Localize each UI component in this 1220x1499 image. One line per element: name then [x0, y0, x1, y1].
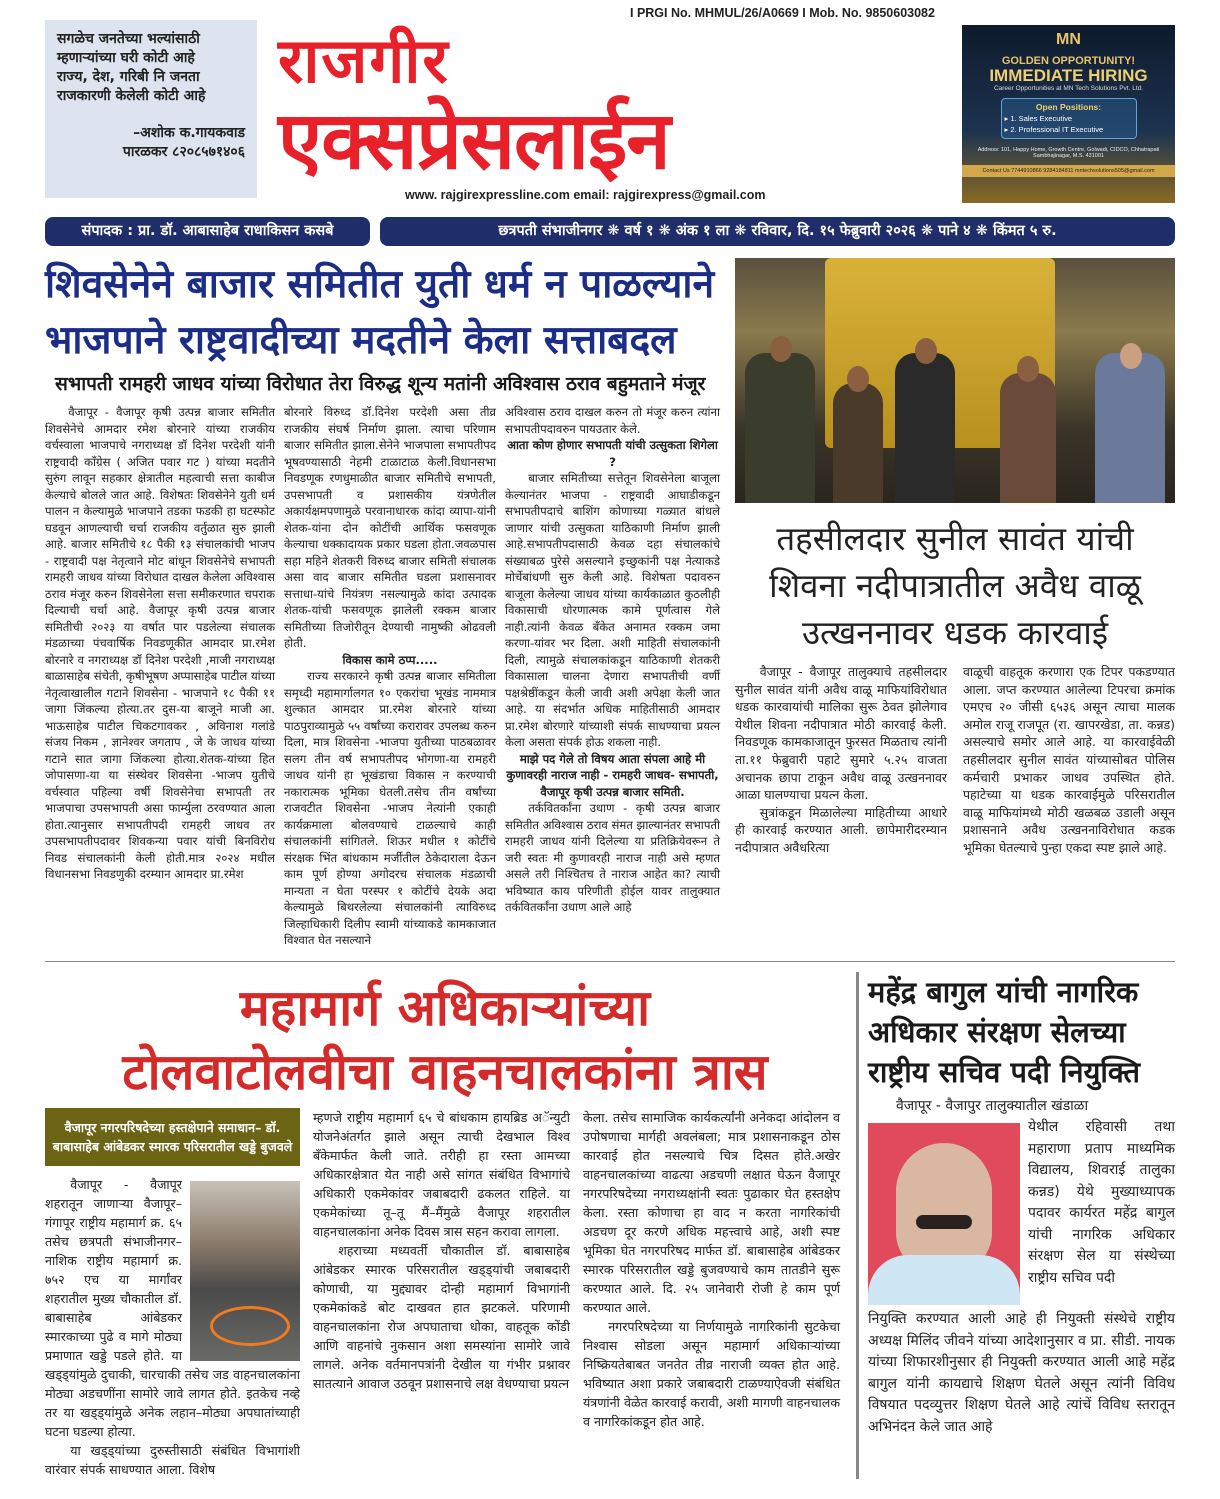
ad-address: Address: 101, Happy Home, Growth Centre, Golwadi, CIDCO, Chhatrapati Sambhajinagar, M.S. 431001 — [977, 147, 1160, 159]
column-divider — [856, 972, 859, 1479]
pothole-highlight — [210, 1306, 290, 1346]
article1-headline-line1: शिवसेनेने बाजार समितीत युती धर्म न पाळल्याने — [45, 262, 715, 307]
quote-author: –अशोक क.गायकवाड — [133, 125, 245, 141]
website-email[interactable]: www. rajgirexpressline.com email: rajgirexpress@gmail.com — [405, 188, 766, 202]
article1-column3 — [505, 404, 720, 949]
ad-position: ▸ 2. Professional IT Executive — [1004, 125, 1104, 134]
paragraph: म्हणजे राष्ट्रीय महामार्ग ६५ चे बांधकाम हायब्रिड अॅन्युटी योजनेअंतर्गत झाले असून त्याची देखभाल विश्व बँकेमार्फत केली जाते. तरीही हा रस्ता आमच्या अधिकारक्षेत्रात येत नाही असे सांगत संबंधित विभागांचे अधिकारी एकमेकांवर जबाबदारी ढकलत राहिले. या एकमेकांच्या तू–तू मैं–मैंमुळे वैजापूर शहरातील वाहनचालकांना अनेक दिवस त्रास सहन करावा लागला. — [313, 1109, 570, 1239]
ad-tagline: Career Opportunities at MN Tech Solutions Pvt. Ltd. — [993, 85, 1144, 92]
article1-column1 — [45, 404, 275, 949]
paragraph: वैजापूर - वैजापूर तालुक्याचे तहसीलदार सुनील सावंत यांनी अवैध वाळू माफियांविरोधात धडक कारवायांची मालिका सुरू ठेवत झोलेगाव येथील शिवना नदीपात्रात मोठी कारवाई केली. निवडणूक कामकाजातून फुरसत मिळताच त्यांनी ता.११ फेब्रुवारी पहाटे सुमारे ५.२५ वाजता अचानक छापा टाकून अवैध वाळू उत्खननावर आळा घालण्याचा प्रयत्न केला. — [735, 664, 947, 803]
paragraph: केला. तसेच सामाजिक कार्यकर्त्यांनी अनेकदा आंदोलन व उपोषणाचा मार्गही अवलंबला; मात्र प्रशासनाकडून ठोस कारवाई होत नसल्याचे चित्र दिसत होते.अखेर वाहनचालकांच्या वाढत्या अडचणी लक्षात घेऊन वैजापूर नगरपरिषदेच्या नगराध्यक्षांनी स्वतः पुढाकार घेत हस्तक्षेप केला. रस्ता कोणाचा हा वाद न करता नागरिकांची अडचण दूर करणे अधिक महत्त्वाचे आहे, अशी स्पष्ट भूमिका घेत नगरपरिषद मार्फत डॉ. बाबासाहेब आंबेडकर स्मारक परिसरातील खड्डे बुजवण्याचे काम तातडीने सुरू करण्यात आले. दि. २५ जानेवारी रोजी हे काम पूर्ण करण्यात आले. — [583, 1109, 840, 1315]
masthead — [0, 0, 1220, 256]
editor-bar: संपादक : प्रा. डॉ. आबासाहेब राधाकिसन कसबे — [45, 217, 370, 246]
article2-column2 — [963, 663, 1175, 857]
article1-column2 — [284, 404, 496, 949]
quote-box — [45, 20, 257, 198]
article1-headline-line2: भाजपाने राष्ट्रवादीच्या मदतीने केला सत्ताबदल — [45, 318, 677, 363]
paragraph: वैजापूर - वैजापूर शहरातून जाणाऱ्या वैजापूर–गंगापूर राष्ट्रीय महामार्ग क्र. ६५ तसेच छत्रपती संभाजीनगर–नाशिक राष्ट्रीय महामार्ग क्र. ७५२ एच या मार्गांवर शहरातील मुख्य चौकातील डॉ. बाबासाहेब आंबेडकर स्मारकाच्या पुढे व मागे मोठ्या प्रमाणात खड्डे पडले होते. या खड्ड्यांमुळे दुचाकी, चारचाकी तसेच जड वाहनचालकांना मोठ्या अडचणींना सामोरे जावे लागत होते. इतकेच नव्हे तर या खड्ड्यांमुळे अनेक लहान–मोठ्या अपघातांच्याही घटना घडल्या होत्या. — [45, 1176, 300, 1439]
ad-positions — [1001, 98, 1137, 139]
article3-headline-line2: टोलवाटोलवीचा वाहनचालकांना त्रास — [122, 1042, 768, 1101]
article4-body: नियुक्ति करण्यात आली आहे ही नियुक्ती संस्थेचे राष्ट्रीय अध्यक्ष मिलिंद जीवने यांच्या आदेशानुसार व प्रा. सीडी. नायक यांच्या शिफारशीनुसार ही नियुक्ती करण्यात आली आहे महेंद्र बागुल यांनी कायद्याचे शिक्षण घेतले असून त्यांनी विविध विषयात पदव्युत्तर शिक्षण घेतले आहे त्यांचें विविध स्तरातून अभिनंदन केले जात आहे — [868, 1311, 1175, 1435]
article1-columns — [45, 404, 720, 949]
ad-position: ▸ 1. Sales Executive — [1004, 114, 1073, 123]
quote-line: राज्य, देश, गरिबी नि जनता — [57, 69, 200, 85]
article3 — [45, 962, 845, 1479]
ad-logo: MN — [1056, 31, 1081, 48]
bottom-section — [0, 962, 1220, 1479]
quote-line: म्हणाऱ्यांच्या घरी कोटी आहे — [57, 50, 195, 66]
article2-headline-line2: शिवना नदीपात्रातील अवैध वाळू — [769, 566, 1141, 605]
registration-info: I PRGI No. MHMUL/26/A0669 I Mob. No. 9850603082 — [630, 6, 935, 20]
paragraph: राज्य सरकारने कृषी उत्पन्न बाजार समितीला समृध्दी महामार्गालगत १० एकरांचा भूखंड नाममात्र शुल्कात आमदार प्रा.रमेश बोरनारे यांच्या पाठपुराव्यामुळे ५५ वर्षांच्या करारावर उपलब्ध करुन दिला, मात्र शिवसेना -भाजपा युतीच्या पाठबळावर सलग तीन वर्ष सभापतीपद भोगणा-या रामहरी जाधव यांनी हा भूखंडाचा विकास न करण्याची नकारात्मक भूमिका घेतली.तसेच तीन वर्षांच्या राजवटीत शिवसेना -भाजप नेत्यांनी एकाही कार्यक्रमाला बोलवण्याचे टाळल्याचे काही संचालकांनी सांगितले. शिऊर मधील १ कोटींचे संरक्षक भिंत बांधकाम मर्जीतील ठेकेदाराला देऊन काम पूर्ण होण्या अगोदरच संचालक मंडळाची मान्यता न घेता परस्पर १ कोटींचे देयके अदा केल्यामुळे बिथरलेल्या संचालकांनी त्याविरुध्द जिल्हाधिकारी दिलीप स्वामी यांच्याकडे कामकाजात विश्वात घेत नसल्याने — [284, 669, 496, 947]
paragraph: तर्कवितर्कांना उधाण - कृषी उत्पन्न बाजार समितीत अविश्वास ठराव संमत झाल्यानंतर सभापती रामहरी जाधव यांनी दिलेल्या या प्रतिक्रियेवरून ते जरी स्वतः मी कुणावरही नाराज नाही असे म्हणत असले तरी निश्चितच ते नाराज आहेत का? त्याची भविष्यात काय परिणीती होईल यावर तालुक्यात तर्कवितर्कांना उधाण आले आहे — [505, 801, 721, 914]
hiring-advertisement[interactable] — [962, 25, 1175, 203]
article4 — [868, 962, 1175, 1479]
masthead-title-line2: एक्सप्रेसलाईन — [278, 94, 670, 187]
article1-subheadline: सभापती रामहरी जाधव यांच्या विरोधात तेरा विरुद्ध शून्य मतांनी अविश्वास ठराव बहुमताने मंजूर — [55, 373, 706, 395]
paragraph: या खड्ड्यांच्या दुरुस्तीसाठी संबंधित विभागांशी वारंवार संपर्क साधण्यात आला. विशेष — [45, 1442, 300, 1477]
section-heading: विकास कामे ठप्प..... — [342, 652, 438, 667]
article2 — [735, 256, 1175, 857]
paragraph: शहराच्या मध्यवर्ती चौकातील डॉ. बाबासाहेब आंबेडकर स्मारक परिसरातील खड्ड्यांची जबाबदारी कोणाची, या मुद्द्यावर दोन्ही महामार्ग विभागांनी एकमेकांकडे बोट दाखवत हात झटकले. परिणामी वाहनचालकांना रोज अपघाताचा धोका, वाहतूक कोंडी आणि वाहनांचे नुकसान अशा समस्यांना सामोरे जावे लागले. अनेक वर्तमानपत्रांनी देखील या गंभीर प्रश्नावर सातत्याने आवाज उठवून प्रशासनाचे लक्ष वेधण्याचा प्रयत्न — [313, 1242, 570, 1391]
paragraph: सुत्रांकडून मिळालेल्या माहितीच्या आधारे ही कारवाई करण्यात आली. छापेमारीदरम्यान नदीपात्रात अवैधरित्या — [735, 804, 947, 855]
article3-columns — [45, 1108, 845, 1479]
group-photo-with-truck — [735, 258, 1175, 503]
paragraph: अविश्वास ठराव दाखल करुन तो मंजूर करुन त्यांना सभापतीपदावरुन पायउतार केले. — [505, 405, 720, 436]
portrait-photo — [868, 1123, 1020, 1305]
article4-lead: वैजापूर - वैजापुर तालुक्यातील खंडाळा — [896, 1097, 1089, 1114]
ad-positions-title: Open Positions: — [1035, 102, 1102, 112]
pull-quote: माझे पद गेले तो विषय आता संपला आहे मी कुणावरही नाराज नाही - रामहरी जाधव- सभापती, वैजापूर कृषी उत्पन्न बाजार समिती. — [506, 751, 719, 799]
ad-headline1: GOLDEN OPPORTUNITY! — [1001, 55, 1136, 67]
top-section — [0, 256, 1220, 949]
masthead-title-line1: राजगीर — [278, 24, 450, 97]
paragraph: बोरनारे विरुध्द डॉ.दिनेश परदेशी असा तीव्र राजकीय संघर्ष निर्माण झाला. त्याचा परिणाम बाजार समितीत झाला.सेनेने भाजपाला सभापतीपद भूषवण्यासाठी नेहमी टाळाटाळ केली.विधानसभा निवडणूक रणधुमाळीत बाजार समितीचे सभापती, उपसभापती व प्रशासकीय यंत्रणेतील अकार्यक्षमपणामुळे परवानाधारक कांदा व्यापा-यांनी शेतक-यांना दोन कोटींची आर्थिक फसवणूक केल्याचा धक्कादायक प्रकार घडला होता.जवळपास सहा महिने शेतकरी विरुध्द बाजार समिती संचालक असा वाद बाजार समितीत घडला प्रशासनावर सत्ताधा-यांचे नियंत्रण नसल्यामुळे कांदा उत्पादक शेतक-यांची फसवणूक झालेली रक्कम बाजार समितीच्या तिजोरीतून देण्याची नामुष्की ओढवली होती. — [284, 405, 496, 650]
article2-headline — [735, 517, 1175, 655]
quote-line: राजकारणी केलेली कोटी आहे — [57, 88, 206, 104]
road-pothole-photo — [190, 1181, 300, 1361]
article2-headline-line1: तहसीलदार सुनील सावंत यांची — [776, 519, 1134, 558]
paragraph: वाळूची वाहतूक करणारा एक टिपर पकडण्यात आला. जप्त करण्यात आलेल्या टिपरचा क्रमांक एमएच २० जीसी ६५३६ असून त्याचा मालक अमोल राजू राजपूत (रा. खापरखेडा, ता. कन्नड) असल्याचे समोर आले आहे. या कारवाईवेळी तहसीलदार सुनील सावंत यांच्यासोबत पोलिस कर्मचारी प्रभाकर जाधव उपस्थित होते. पहाटेच्या या धडक कारवाईमुळे परिसरातील वाळू माफियांमध्ये मोठी खळबळ उडाली असून प्रशासनाने अवैध उत्खननाविरोधात कडक भूमिका घेतल्याचे पुन्हा एकदा स्पष्ट झाले आहे. — [963, 664, 1175, 855]
article3-column1 — [45, 1108, 300, 1479]
quote-line: सगळेच जनतेच्या भल्यांसाठी — [57, 31, 200, 47]
article3-column3 — [583, 1108, 840, 1479]
article2-columns — [735, 663, 1175, 857]
paragraph: वैजापूर - वैजापूर कृषी उत्पन्न बाजार समितीत शिवसेनेचे आमदार रमेश बोरनारे यांच्या राजकीय वर्चस्वाला भाजपाचे नगराध्यक्ष डॉ दिनेश परदेशी यांनी राष्ट्रवादी कॉंग्रेस ( अजित पवार गट ) यांच्या मदतीने सुरुंग लावून सहकार क्षेत्रातील महत्वाची सत्ता काबीज केल्याचे बोलले जात आहे. विशेषतः शिवसेनेने युती धर्म पालन न केल्यामुळे भाजपाने तडका फडकी हा घटस्फोट घडवून आणल्याची चर्चा राजकीय वर्तुळात सुरु झाली आहे. बाजार समितीचे १८ पैकी १३ संचालकांची भाजप - राष्ट्रवादी पक्ष नेतृत्वाने मोट बांधून शिवसेनेचे सभापती रामहरी जाधव यांच्या विरोधात दाखल केलेला अविश्वास ठराव मंजूर करुन शिवसेनेला सत्ता समीकरणात चपराक दिल्याची चर्चा आहे. वैजापूर कृषी उत्पन्न बाजार समितीची २०२३ या वर्षात पार पडलेल्या संचालक मंडळाच्या पंचवार्षिक निवडणूकीत आमदार प्रा.रमेश बोरनारे व नगराध्यक्ष डॉ दिनेश परदेशी ,माजी नगराध्यक्ष बाळासाहेब संचेती, कृषीभूषण अप्पासाहेब पाटील यांच्या नेतृत्वाखालील गटाने शिवसेना - भाजपाने १८ पैकी ११ जागा जिंकल्या होत्या.तर दुस-या बाजूने माजी आ. भाऊसाहेब पाटील चिकटगावकर , अविनाश गलांडे संजय निकम , ज्ञानेश्वर जगताप , जे के जाधव यांच्या गटाने सात जागा जिंकल्या होत्या.शेतक-यांच्या हित जोपासणा-या या संस्थेवर शिवसेना -भाजप युतीचे वर्चस्वात पहिल्या वर्षी शिवसेनेचा सभापती तर भाजपाचा उपसभापती असा फार्म्युला ठरवण्यात आला होता.त्यानुसार सभापतीपदी रामहरी जाधव तर उपसभापतीपदावर शिवकन्या पवार यांची बिनविरोध निवड संचालकांनी केली होती.मात्र २०२४ मधील विधानसभा निवडणुकी दरम्यान आमदार प्रा.रमेश — [45, 405, 275, 881]
paragraph: बाजार समितीच्या सत्तेतून शिवसेनेला बाजूला केल्यानंतर भाजपा - राष्ट्रवादी आघाडीकडून सभापतीपदाचे बाशिंग कोणाच्या गळ्यात बांधले जाणार यांची उत्सुकता याठिकाणी निर्माण झाली आहे.सभापतीपदासाठी केवळ दहा संचालकांचे संख्याबळ पुरेसे असल्याने इच्छुकांनी पक्ष नेत्याकडे मोर्चेबांधणी सुरु केली आहे. विशेषता पदावरुन बाजूला केलेल्या जाधव यांच्या कार्यकाळात कुठलीही विकासाची धोरणात्मक कामे पूर्णत्वास गेले नाही.त्यांनी केवळ बँकेत अनामत रक्कम जमा करणा-यांवर भर दिला. अशी माहिती संचालकांनी दिली, त्यामुळे संचालकांकडून याठिकाणी शेतकरी विकासाला चालना देणारा सभापतीची वर्णी पक्षश्रेष्ठींकडून केली जावी अशी अपेक्षा केली जात आहे. या संदर्भात अधिक माहितीसाठी आमदार प्रा.रमेश बोरणारे यांच्याशी संपर्क साधण्याचा प्रयत्न केला असता संपर्क होऊ शकला नाही. — [505, 471, 720, 749]
ad-contact: Contact Us 7744910866 9284184811 mntechsolutions505@gmail.com — [962, 165, 1175, 177]
issue-info-bar: छत्रपती संभाजीनगर ❋ वर्ष १ ❋ अंक १ ला ❋ रविवार, दि. १५ फेब्रुवारी २०२६ ❋ पाने ४ ❋ किंमत ५ रु. — [380, 217, 1175, 246]
article3-column2 — [313, 1108, 570, 1479]
article4-wrap-text: येथील रहिवासी तथा महाराणा प्रताप माध्यमिक विद्यालय, शिवराई तालुका कन्नड) येथे मुख्याध्यापक पदावर कार्यरत महेंद्र बागुल यांची नागरिक अधिकार संरक्षण सेल या संस्थेच्या राष्ट्रीय सचिव पदी — [1028, 1119, 1175, 1286]
quote-author-phone: पारळकर ८२०८५७१४०६ — [122, 144, 245, 160]
ad-headline2: IMMEDIATE HIRING — [989, 66, 1148, 85]
article4-text — [868, 1096, 1175, 1439]
article4-headline: महेंद्र बागुल यांची नागरिक अधिकार संरक्षण सेलच्या राष्ट्रीय सचिव पदी नियुक्ति — [868, 974, 1140, 1089]
section-heading: आता कोण होणार सभापती यांची उत्सुकता शिगेला ? — [507, 438, 718, 469]
article2-headline-line3: उत्खननावर धडक कारवाई — [801, 613, 1109, 652]
article3-headline-line1: महामार्ग अधिकाऱ्यांच्या — [239, 978, 651, 1037]
article3-highlight-box: वैजापूर नगरपरिषदेच्या हस्तक्षेपाने समाधान– डॉ. बाबासाहेब आंबेडकर स्मारक परिसरातील खड्डे बुजवले — [45, 1108, 300, 1166]
article2-column1 — [735, 663, 947, 857]
paragraph: नगरपरिषदेच्या या निर्णयामुळे नागरिकांनी सुटकेचा निश्वास सोडला असून महामार्ग अधिकाऱ्यांच्या निष्क्रियतेबाबत जनतेत तीव्र नाराजी व्यक्त होत आहे. भविष्यात अशा प्रकारे जबाबदारी टाळण्याऐवजी संबंधित यंत्रणांनी वेळेत कारवाई करावी, अशी मागणी वाहनचालक व नागरिकांकडून होत आहे. — [583, 1318, 840, 1429]
article1 — [45, 256, 720, 949]
